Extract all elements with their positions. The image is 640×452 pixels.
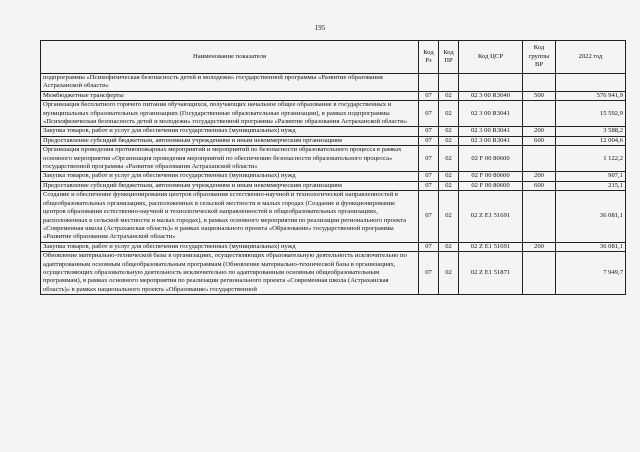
cell-rz: 07 — [419, 242, 439, 251]
table-row — [41, 136, 626, 145]
cell-pr: 02 — [439, 146, 459, 172]
cell-vr — [523, 74, 556, 92]
cell-vr: 500 — [523, 91, 556, 100]
cell-csr: 02 3 00 R3041 — [459, 127, 523, 136]
header-rz: Код Рз — [419, 41, 439, 74]
cell-pr: 02 — [439, 136, 459, 145]
cell-csr: 02 Z E1 51871 — [459, 252, 523, 295]
cell-name: Предоставление субсидий бюджетным, автономным учреждениям и иным некоммерческим организациям — [41, 136, 419, 145]
table-row — [41, 127, 626, 136]
table-row — [41, 172, 626, 181]
cell-rz: 07 — [419, 191, 439, 242]
cell-amount: 576 941,9 — [556, 91, 626, 100]
cell-pr: 02 — [439, 127, 459, 136]
cell-name: Создание и обеспечение функционирования центров образования естественно-научной и технологической направленностей в общеобразовательных организациях, расположенных в сельской местности и малых городах (Создание и функционирование центров образования естественно-научной и технологической направленностей в общеобразовательных организациях, расположенных в сельской местности и малых городах), в рамках основного мероприятия по реализации регионального проекта «Современная школа (Астраханская область)» в рамках национального проекта «Образование» государственной программы «Развитие образования Астраханской области» — [41, 191, 419, 242]
cell-vr: 600 — [523, 181, 556, 190]
cell-pr: 02 — [439, 191, 459, 242]
cell-csr: 02 F 00 80600 — [459, 172, 523, 181]
cell-vr — [523, 146, 556, 172]
cell-rz: 07 — [419, 146, 439, 172]
cell-amount: 215,1 — [556, 181, 626, 190]
header-name: Наименование показателя — [41, 41, 419, 74]
cell-amount: 1 122,2 — [556, 146, 626, 172]
cell-amount: 3 588,2 — [556, 127, 626, 136]
table-row — [41, 146, 626, 172]
cell-name: Предоставление субсидий бюджетным, автономным учреждениям и иным некоммерческим организациям — [41, 181, 419, 190]
table-row — [41, 242, 626, 251]
cell-vr: 200 — [523, 127, 556, 136]
cell-pr: 02 — [439, 101, 459, 127]
cell-csr: 02 Z E1 51691 — [459, 191, 523, 242]
cell-csr: 02 3 00 R3041 — [459, 136, 523, 145]
cell-vr: 200 — [523, 172, 556, 181]
cell-rz: 07 — [419, 91, 439, 100]
cell-name: Закупка товаров, работ и услуг для обеспечения государственных (муниципальных) нужд — [41, 127, 419, 136]
table-row — [41, 91, 626, 100]
cell-rz: 07 — [419, 252, 439, 295]
cell-pr: 02 — [439, 252, 459, 295]
cell-vr: 200 — [523, 242, 556, 251]
cell-amount: 907,1 — [556, 172, 626, 181]
cell-rz: 07 — [419, 101, 439, 127]
cell-csr: 02 F 00 80600 — [459, 146, 523, 172]
cell-csr: 02 3 00 R3040 — [459, 91, 523, 100]
cell-rz: 07 — [419, 127, 439, 136]
table-row — [41, 191, 626, 242]
cell-csr: 02 3 00 R3041 — [459, 101, 523, 127]
cell-amount — [556, 74, 626, 92]
cell-vr — [523, 101, 556, 127]
cell-name: Межбюджетные трансферты — [41, 91, 419, 100]
table-row — [41, 74, 626, 92]
cell-name: Организация бесплатного горячего питания обучающихся, получающих начальное общее образование в государственных и муниципальных образовательных организациях (Государственные образовательные организации), в рамках подпрограммы «Психофизическая безопасность детей и молодежи» государственной программы «Развитие образования Астраханской области» — [41, 101, 419, 127]
cell-rz: 07 — [419, 172, 439, 181]
cell-csr: 02 Z E1 51691 — [459, 242, 523, 251]
cell-name: Организация проведения противопожарных мероприятий и мероприятий по безопасности образовательного процесса в рамках основного мероприятия «Организация проведения мероприятий по обеспечению безопасности образовательного процесса» государственной программы «Развитие образования Астраханской области» — [41, 146, 419, 172]
header-csr: Код ЦСР — [459, 41, 523, 74]
cell-rz: 07 — [419, 181, 439, 190]
cell-csr — [459, 74, 523, 92]
table-row — [41, 252, 626, 295]
cell-amount: 36 081,1 — [556, 191, 626, 242]
cell-name: подпрограммы «Психофизическая безопасность детей и молодежи» государственной программы «Развитие образования Астраханской области» — [41, 74, 419, 92]
cell-csr: 02 F 00 80600 — [459, 181, 523, 190]
table-header-row — [41, 41, 626, 74]
cell-name: Закупка товаров, работ и услуг для обеспечения государственных (муниципальных) нужд — [41, 172, 419, 181]
table-row — [41, 181, 626, 190]
header-year: 2022 год — [556, 41, 626, 74]
cell-pr: 02 — [439, 242, 459, 251]
cell-name: Закупка товаров, работ и услуг для обеспечения государственных (муниципальных) нужд — [41, 242, 419, 251]
cell-amount: 7 949,7 — [556, 252, 626, 295]
page-number: 195 — [314, 24, 326, 32]
header-pr: Код ПР — [439, 41, 459, 74]
cell-rz — [419, 74, 439, 92]
cell-pr — [439, 74, 459, 92]
cell-vr — [523, 252, 556, 295]
cell-amount: 15 592,9 — [556, 101, 626, 127]
cell-pr: 02 — [439, 172, 459, 181]
cell-amount: 12 004,6 — [556, 136, 626, 145]
budget-table — [40, 40, 626, 295]
table-row — [41, 101, 626, 127]
cell-rz: 07 — [419, 136, 439, 145]
cell-name: Обновление материально-технической базы в организациях, осуществляющих образовательную деятельность исключительно по адаптированным основным общеобразовательным программам (Обновление материально-технической базы в организациях, осуществляющих образовательную деятельность исключительно по адаптированным основным общеобразовательным программам), в рамках основного мероприятия по реализации регионального проекта «Современная школа (Астраханская область)» в рамках национального проекта «Образование» государственной — [41, 252, 419, 295]
cell-amount: 36 081,1 — [556, 242, 626, 251]
cell-pr: 02 — [439, 91, 459, 100]
cell-vr — [523, 191, 556, 242]
cell-vr: 600 — [523, 136, 556, 145]
cell-pr: 02 — [439, 181, 459, 190]
header-vr: Код группы ВР — [523, 41, 556, 74]
